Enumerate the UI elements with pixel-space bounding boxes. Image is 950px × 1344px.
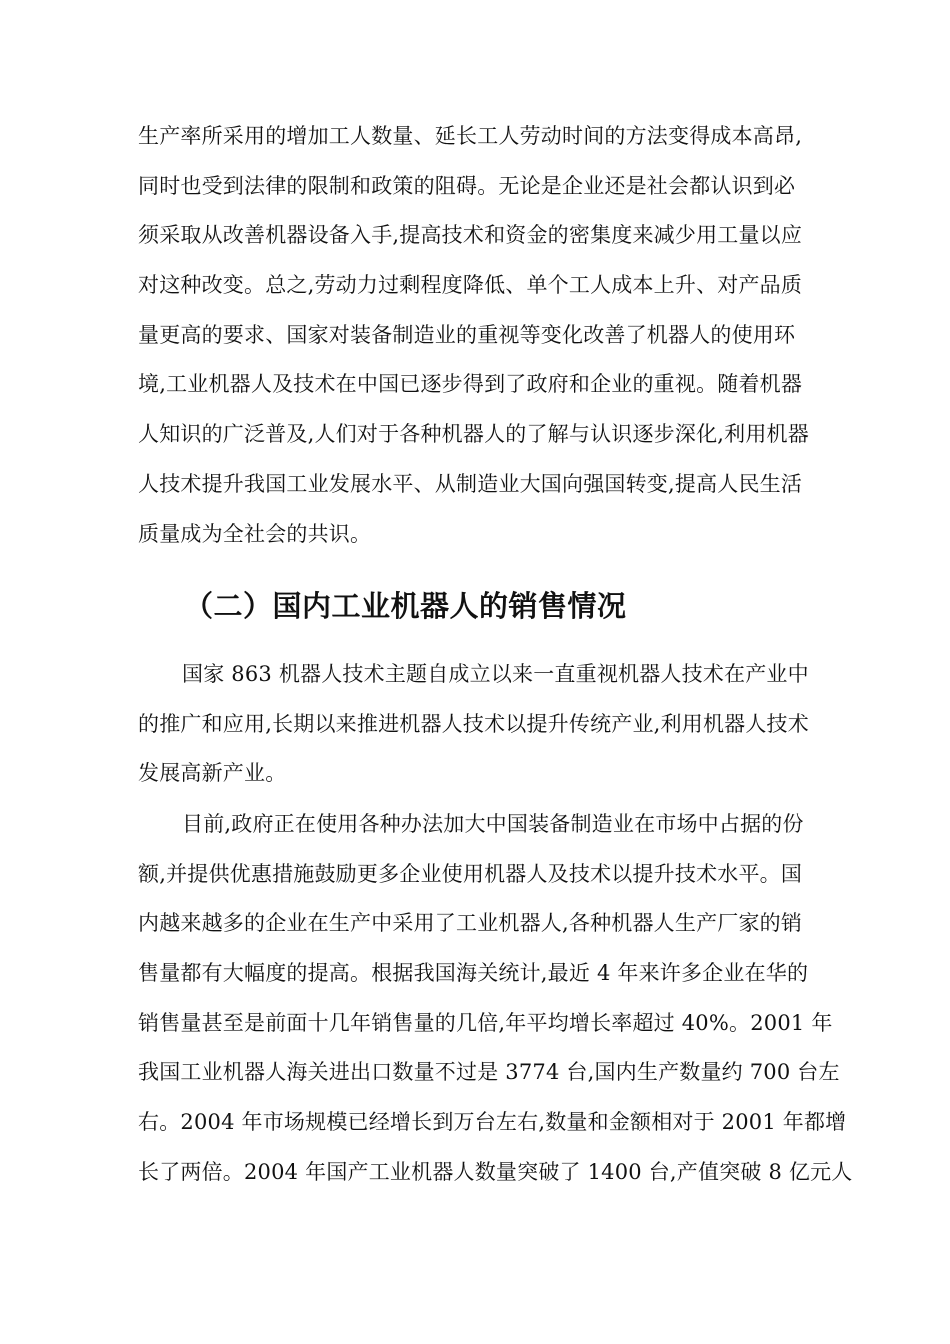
paragraph-line: 对这种改变。总之,劳动力过剩程度降低、单个工人成本上升、对产品质	[138, 273, 803, 298]
paragraph-line: 的推广和应用,长期以来推进机器人技术以提升传统产业,利用机器人技术	[138, 711, 809, 736]
paragraph-line: 发展高新产业。	[138, 761, 287, 786]
paragraph-line: 我国工业机器人海关进出口数量不过是 3774 台,国内生产数量约 700 台左	[138, 1060, 840, 1085]
section-heading: （二）国内工业机器人的销售情况	[184, 589, 627, 623]
paragraph-line: 量更高的要求、国家对装备制造业的重视等变化改善了机器人的使用环	[138, 322, 796, 347]
paragraph-line: 销售量甚至是前面十几年销售量的几倍,年平均增长率超过 40%。2001 年	[138, 1010, 833, 1035]
paragraph-line: 国家 863 机器人技术主题自成立以来一直重视机器人技术在产业中	[182, 662, 809, 686]
paragraph-labor-cost	[138, 112, 814, 559]
paragraph-line: 同时也受到法律的限制和政策的阻碍。无论是企业还是社会都认识到必	[138, 173, 796, 198]
paragraph-line: 额,并提供优惠措施鼓励更多企业使用机器人及技术以提升技术水平。国	[138, 861, 803, 886]
paragraph-line: 内越来越多的企业在生产中采用了工业机器人,各种机器人生产厂家的销	[138, 911, 803, 936]
paragraph-line: 人知识的广泛普及,人们对于各种机器人的了解与认识逐步深化,利用机器	[138, 422, 809, 447]
paragraph-line: 右。2004 年市场规模已经增长到万台左右,数量和金额相对于 2001 年都增	[138, 1110, 847, 1135]
paragraph-line: 目前,政府正在使用各种办法加大中国装备制造业在市场中占据的份	[182, 812, 804, 836]
paragraph-line: 须采取从改善机器设备入手,提高技术和资金的密集度来减少用工量以应	[138, 223, 803, 248]
paragraph-line: 生产率所采用的增加工人数量、延长工人劳动时间的方法变得成本高昂,	[138, 124, 803, 148]
paragraph-sales-growth	[138, 800, 853, 1198]
paragraph-line: 境,工业机器人及技术在中国已逐步得到了政府和企业的重视。随着机器	[138, 372, 803, 397]
paragraph-863-program	[138, 650, 814, 799]
paragraph-line: 质量成为全社会的共识。	[138, 521, 372, 546]
paragraph-line: 人技术提升我国工业发展水平、从制造业大国向强国转变,提高人民生活	[138, 471, 803, 496]
paragraph-line: 长了两倍。2004 年国产工业机器人数量突破了 1400 台,产值突破 8 亿元人	[138, 1159, 853, 1184]
paragraph-line: 售量都有大幅度的提高。根据我国海关统计,最近 4 年来许多企业在华的	[138, 961, 809, 986]
